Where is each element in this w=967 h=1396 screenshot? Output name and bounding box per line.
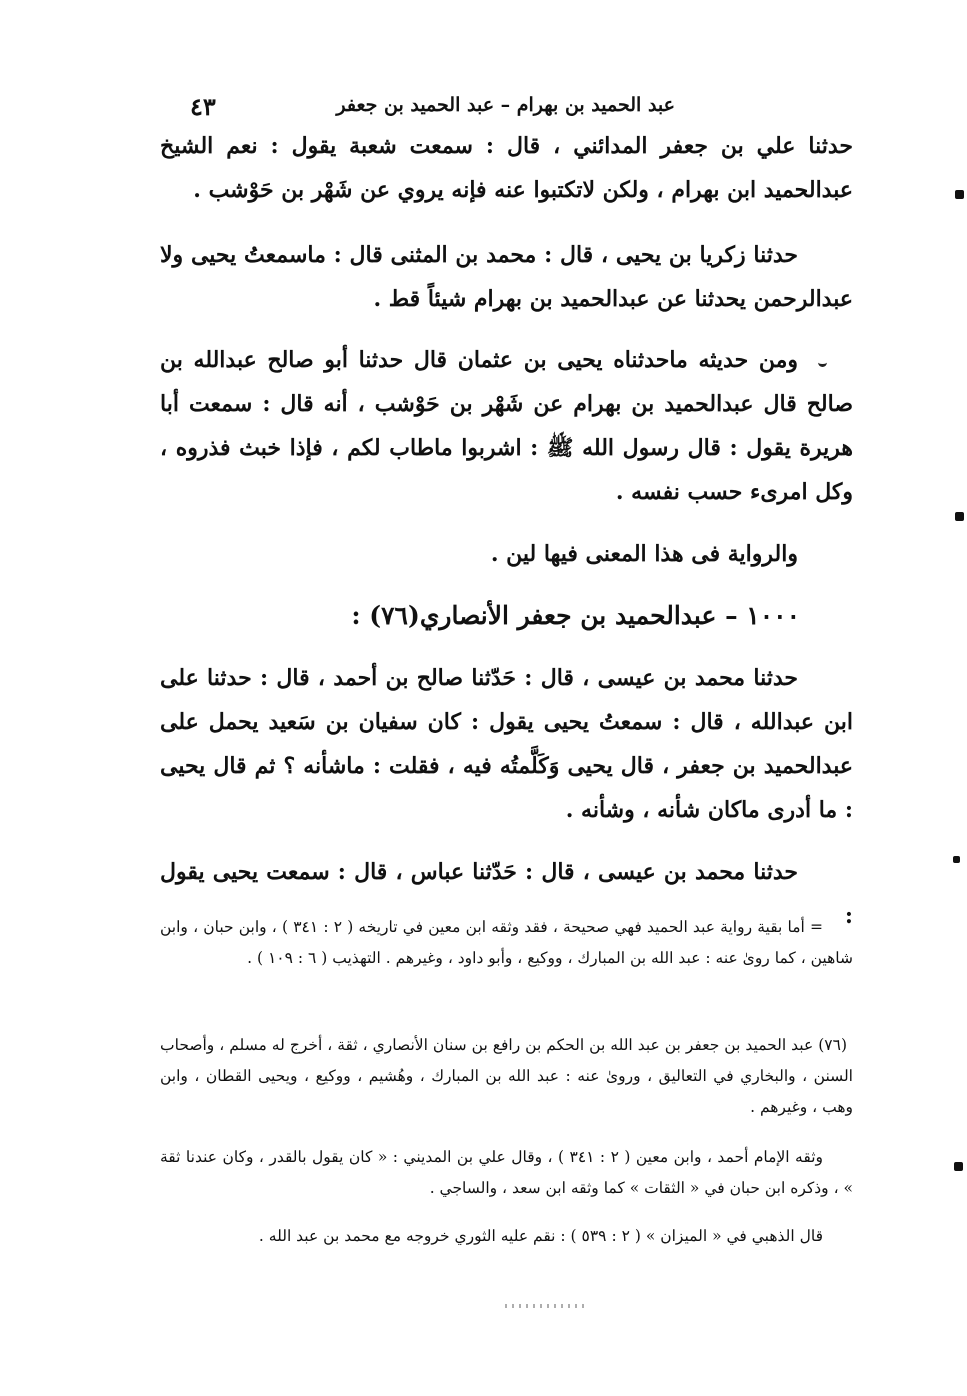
scan-dust xyxy=(505,1304,585,1308)
entry-heading-1000: ١٠٠٠ – عبدالحميد بن جعفر الأنصاري(٧٦) : xyxy=(351,601,800,630)
running-title: عبد الحميد بن بهرام – عبد الحميد بن جعفر xyxy=(336,94,675,116)
paragraph-riwaya-note: والرواية فى هذا المعنى فيها لين . xyxy=(490,541,798,567)
footnote-76-tawthiq: وثقه الإمام أحمد ، وابن معين ( ٢ : ٣٤١ ) ، وقال علي بن المديني : « كان يقول بالقدر ، وكان عندنا ثقة » ، وذكره ابن حبان في « الثقات » كما وثقه ابن سعد ، والساجي . xyxy=(160,1148,853,1197)
paragraph-ibn-muthanna: حدثنا زكريا بن يحيى ، قال : محمد بن المثنى قال : ماسمعتُ يحيى ولا عبدالرحمن يحدثنا عن عبدالحميد بن بهرام شيئاً قط . xyxy=(160,242,853,312)
paragraph-shuba-quote: حدثنا علي بن جعفر المدائني ، قال : سمعت شعبة يقول : نعم الشيخ عبدالحميد ابن بهرام ، ولكن لاتكتبوا عنه فإنه يروي عن شَهْر بن حَوْشب . xyxy=(160,133,853,203)
page-header xyxy=(160,90,860,124)
margin-mark xyxy=(955,512,964,521)
paragraph-hadith: ومن حديثه ماحدثناه يحيى بن عثمان قال حدثنا أبو صالح عبدالله بن صالح قال عبدالحميد بن بهرام عن شَهْر بن حَوْشب ، أنه قال : سمعت أبا هريرة يقول : قال رسول الله ﷺ : اشربوا ماطاب لكم ، فإذا خبث فذروه ، وكل امرىء حسب نفسه . xyxy=(160,347,853,505)
margin-mark xyxy=(955,190,964,199)
margin-mark xyxy=(954,1162,963,1171)
footnote-continuation: = أما بقية رواية عبد الحميد فهي صحيحة ، فقد وثقه ابن معين في تاريخه ( ٢ : ٣٤١ ) ، وابن حبان ، وابن شاهين ، كما روىٰ عنه : عبد الله بن المبارك ، ووكيع ، وأبو داود ، وغيرهم . التهذيب ( ٦ : ١٠٩ ) . xyxy=(160,918,853,967)
page-number: ٤٣ xyxy=(190,92,216,121)
footnote-76-dhahabi: قال الذهبي في « الميزان » ( ٢ : ٥٣٩ ) : نقم عليه الثوري خروجه مع محمد بن عبد الله . xyxy=(258,1227,823,1245)
margin-mark xyxy=(953,856,960,863)
footnote-76: (٧٦) عبد الحميد بن جعفر بن عبد الله بن الحكم بن رافع بن سنان الأنصاري ، ثقة ، أخرج له مسلم ، وأصحاب السنن ، والبخاري في التعاليق ، وروىٰ عنه : عبد الله بن المبارك ، وهُشيم ، ووكيع ، ويحيى القطان ، وابن وهب ، وغيرهم . xyxy=(160,1036,853,1116)
paragraph-abbas: حدثنا محمد بن عيسى ، قال : حَدّثنا عباس ، قال : سمعت يحيى يقول : xyxy=(160,859,853,929)
paragraph-yahya-sufyan: حدثنا محمد بن عيسى ، قال : حَدّثنا صالح بن أحمد ، قال : حدثنا على ابن عبدالله ، قال : سمعتُ يحيى يقول : كان سفيان بن سَعيد يحمل على عبدالحميد بن جعفر ، قال يحيى وَكَلَّمتُه فيه ، فقلت : ماشأنه ؟ ثم قال يحيى : ما أدرى ماكان شأنه ، وشأنه . xyxy=(160,665,853,823)
